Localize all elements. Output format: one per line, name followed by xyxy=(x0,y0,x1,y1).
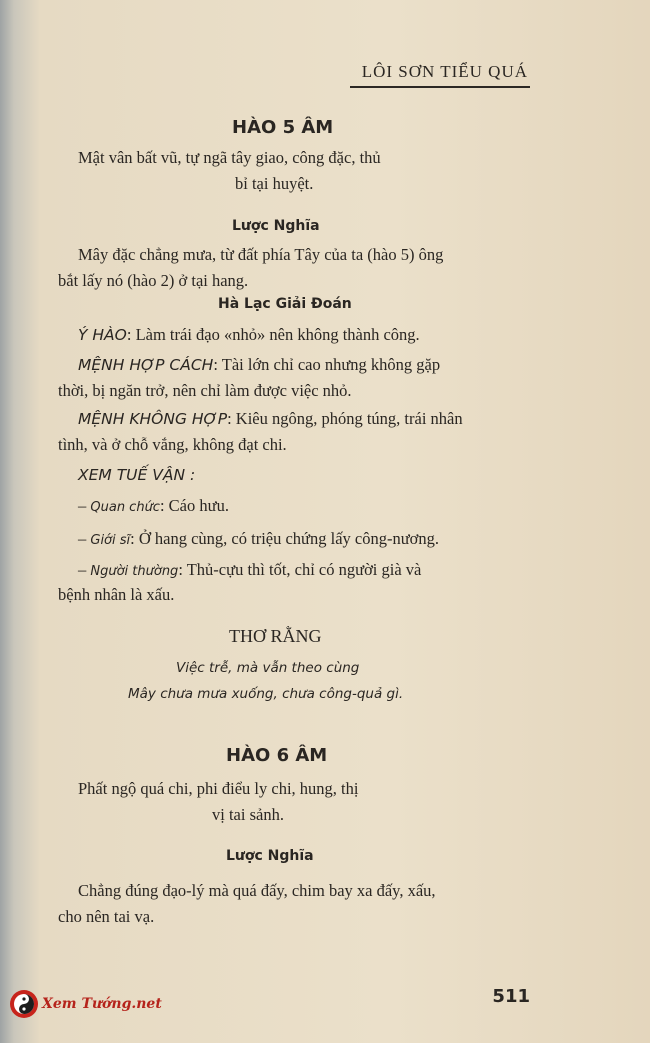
meaning-line: Mây đặc chẳng mưa, từ đất phía Tây của ta (hào 5) ông xyxy=(78,245,444,264)
yin-yang-icon xyxy=(10,990,38,1018)
xem-tue-van-heading: XEM TUẾ VẬN : xyxy=(78,466,196,484)
menh-hop-line xyxy=(78,352,440,378)
meaning-heading: Lược Nghĩa xyxy=(232,218,320,234)
dash: – xyxy=(78,496,87,515)
menh-khong-line-2: tình, và ở chỗ vắng, không đạt chi. xyxy=(58,435,287,454)
menh-hop-label: MỆNH HỢP CÁCH xyxy=(78,356,214,374)
section-title-hao-6: HÀO 6 ÂM xyxy=(226,745,328,766)
verse-line: Mật vân bất vũ, tự ngã tây giao, công đặc, thủ xyxy=(78,148,381,167)
nguoi-thuong-label: Người thường xyxy=(90,564,179,579)
gioi-si-line xyxy=(78,526,439,554)
section-title-hao-5: HÀO 5 ÂM xyxy=(232,117,334,138)
y-hao-line xyxy=(78,322,420,348)
poem-line: Mây chưa mưa xuống, chưa công-quả gì. xyxy=(128,686,404,702)
interpretation-heading: Hà Lạc Giải Đoán xyxy=(218,296,352,312)
nguoi-thuong-line xyxy=(78,557,421,585)
poem-title: THƠ RẰNG xyxy=(229,626,322,646)
verse-line: Phất ngộ quá chi, phi điểu ly chi, hung, thị xyxy=(78,779,359,798)
page-number: 511 xyxy=(492,986,530,1007)
quan-chuc-label: Quan chức xyxy=(90,500,160,515)
dash: – xyxy=(78,560,87,579)
gioi-si-label: Giới sĩ xyxy=(90,533,131,548)
menh-khong-label: MỆNH KHÔNG HỢP xyxy=(78,410,228,428)
y-hao-text: : Làm trái đạo «nhỏ» nên không thành công. xyxy=(126,325,420,344)
quan-chuc-text: : Cáo hưu. xyxy=(159,496,229,515)
poem-line: Việc trễ, mà vẫn theo cùng xyxy=(176,660,360,676)
menh-hop-line-2: thời, bị ngăn trở, nên chỉ làm được việc nhỏ. xyxy=(58,381,352,400)
running-header: LÔI SƠN TIỂU QUÁ xyxy=(361,62,528,81)
meaning-line: Chẳng đúng đạo-lý mà quá đấy, chim bay xa đấy, xấu, xyxy=(78,881,436,900)
menh-khong-line xyxy=(78,406,463,432)
dash: – xyxy=(78,529,87,548)
quan-chuc-line xyxy=(78,493,229,521)
nguoi-thuong-line-2: bệnh nhân là xấu. xyxy=(58,585,175,604)
meaning-heading: Lược Nghĩa xyxy=(226,848,314,864)
verse-line: bỉ tại huyệt. xyxy=(235,174,314,193)
menh-hop-text: : Tài lớn chỉ cao nhưng không gặp xyxy=(213,355,441,374)
menh-khong-text: : Kiêu ngông, phóng túng, trái nhân xyxy=(227,409,463,428)
watermark-logo xyxy=(10,990,162,1018)
meaning-line: cho nên tai vạ. xyxy=(58,907,155,926)
y-hao-label: Ý HÀO xyxy=(78,326,127,344)
meaning-line: bắt lấy nó (hào 2) ở tại hang. xyxy=(58,271,249,290)
header-rule xyxy=(350,86,530,88)
gioi-si-text: : Ở hang cùng, có triệu chứng lấy công-nương. xyxy=(130,529,440,548)
nguoi-thuong-text: : Thủ-cựu thì tốt, chỉ có người già và xyxy=(178,560,422,579)
verse-line: vị tai sảnh. xyxy=(212,805,284,824)
watermark-text: Xem Tướng.net xyxy=(42,996,162,1012)
